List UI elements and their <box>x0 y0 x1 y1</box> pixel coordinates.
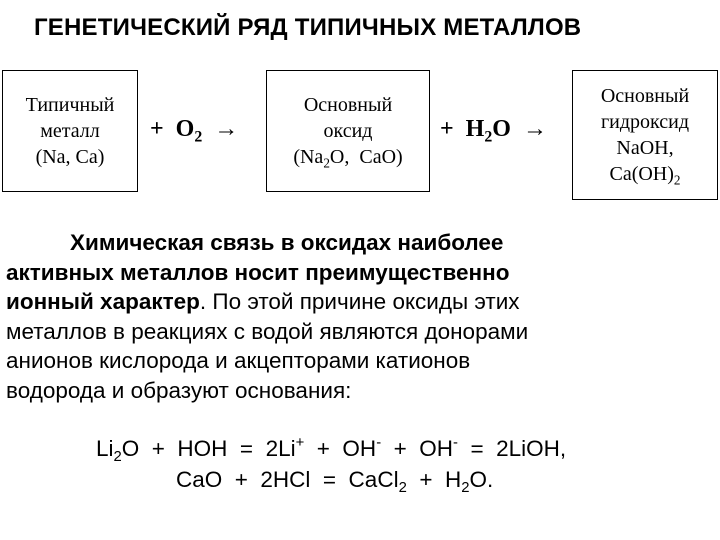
paragraph-bold-text: ионный характер <box>6 289 200 314</box>
box-line: Основный <box>600 85 690 107</box>
box-line: (Na, Ca) <box>35 146 105 168</box>
box-line: NaOH, <box>616 137 674 159</box>
paragraph-line: активных металлов носит преимущественно <box>6 259 510 285</box>
explanation-paragraph <box>6 228 712 405</box>
reagent-formula: + $O_2$ <box>150 116 203 146</box>
basic-oxide-box <box>266 70 430 192</box>
paragraph-line: водорода и образуют основания: <box>6 377 352 403</box>
box-line: Основный <box>303 94 393 116</box>
box-line: оксид <box>323 120 373 142</box>
box-line: $Ca(OH)_2$ <box>609 163 681 188</box>
paragraph-line: Химическая связь в оксидах наиболее <box>70 230 504 255</box>
paragraph-text: . По этой причине оксиды этих <box>199 289 520 314</box>
box-line: Типичный <box>25 94 115 116</box>
water-reagent <box>440 116 547 146</box>
box-line: металл <box>40 120 100 142</box>
page-title: ГЕНЕТИЧЕСКИЙ РЯД ТИПИЧНЫХ МЕТАЛЛОВ <box>34 14 582 41</box>
equation-calcium: CaO + 2HCl = CaCl$_2$ + $H_2O$. <box>176 467 494 497</box>
arrow-icon: → <box>522 116 547 142</box>
basic-hydroxide-box <box>572 70 718 200</box>
box-line: ($Na_2O$, CaO) <box>293 146 403 171</box>
oxygen-reagent <box>150 116 239 146</box>
paragraph-line <box>6 287 712 317</box>
reagent-formula: + $H_2O$ <box>440 116 511 146</box>
box-line: гидроксид <box>600 111 690 133</box>
arrow-icon: → <box>214 116 239 142</box>
typical-metal-box <box>2 70 138 192</box>
paragraph-line: металлов в реакциях с водой являются донорами <box>6 318 529 344</box>
paragraph-line: анионов кислорода и акцепторами катионов <box>6 348 471 373</box>
equation-lithium: $Li_2O$ + HOH = 2Li+ + OH- + OH- = 2LiOH, <box>96 435 567 466</box>
